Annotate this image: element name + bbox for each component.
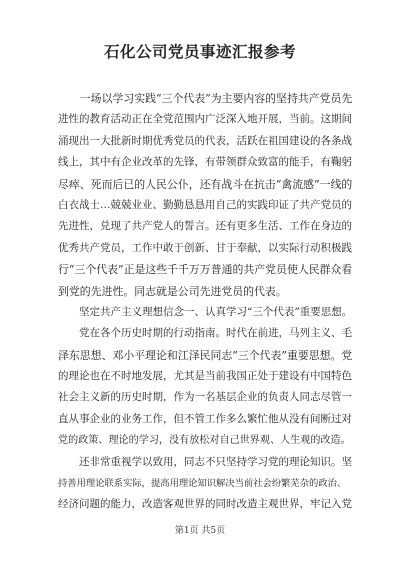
body-line: 的理论也在不时地发展，尤其是当前我国正处于建设有中国特色: [58, 370, 352, 383]
document-body: [58, 88, 352, 516]
document-title: 石化公司党员事迹汇报参考: [103, 42, 296, 61]
body-line: 涌现出一大批新时期优秀党员的代表，活跃在祖国建设的各条战: [58, 134, 352, 147]
body-line: 白衣战士…兢兢业业、勤勤恳恳用自己的实践印证了共产党员的: [58, 198, 352, 211]
body-line: 还非常重视学以致用，同志不只坚持学习党的理论知识。坚: [58, 455, 352, 468]
body-line: 线上，其中有企业改革的先锋，有带领群众致富的能手，有鞠躬: [58, 156, 352, 169]
body-line: 坚定共产主义理想信念一、认真学习“三个代表”重要思想。: [58, 305, 353, 318]
body-line: 党在各个历史时期的行动指南。时代在前进，马列主义、毛: [58, 327, 352, 340]
body-line: 到党的先进性。同志就是公司先进党员的代表。: [58, 284, 287, 298]
body-line: 持善用理论联系实际，提高用理论知识解决当前社会纷繁芜杂的政治、: [58, 478, 347, 490]
body-line: 尽瘁、死而后已的人民公仆，还有战斗在抗击“禽流感”一线的: [58, 177, 353, 191]
body-line: 一场以学习实践“三个代表”为主要内容的坚持共产党员先: [58, 92, 353, 105]
body-line: 社会主义新的历史时期，作为一名基层企业的负责人同志尽管一: [58, 391, 352, 404]
body-line: 先进性，兑现了共产党人的誓言。还有更多生活、工作在身边的: [58, 220, 352, 233]
body-line: 优秀共产党员，工作中敢于创新、甘于奉献，以实际行动积极践: [58, 241, 352, 254]
body-line: 经济问题的能力，改造客观世界的同时改造主观世界，牢记入党: [58, 498, 352, 511]
body-line: 行“三个代表”正是这些千千万万普通的共产党员使人民群众看: [58, 263, 353, 277]
body-line: 党的政策、理论的学习，没有放松对自己世界观、人生观的改造。: [58, 435, 351, 447]
page-footer: 第1页 共5页: [174, 526, 226, 536]
body-line: 直从事企业的业务工作，但不管工作多么繁忙他从没有间断过对: [58, 412, 352, 425]
body-line: 泽东思想、邓小平理论和江泽民同志“三个代表”重要思想。党: [58, 348, 353, 362]
body-line: 进性的教育活动正在全党范围内广泛深入地开展，当前。这期间: [58, 113, 352, 126]
